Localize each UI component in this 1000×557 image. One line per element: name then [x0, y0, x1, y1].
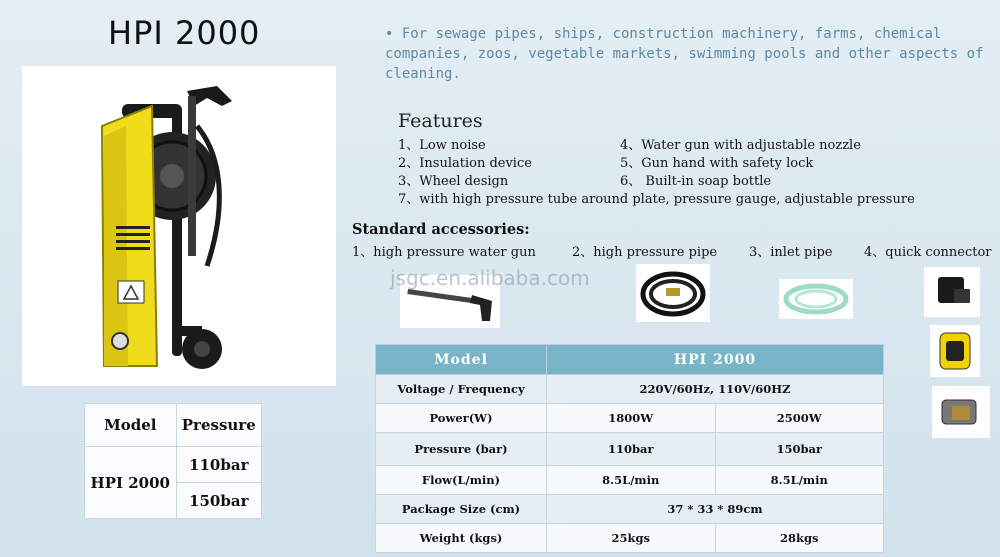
inlet-pipe-image	[779, 279, 853, 319]
table-row	[376, 524, 884, 553]
connector-image-2	[930, 325, 980, 377]
pressure-pipe-image	[636, 264, 710, 322]
table-row	[376, 433, 884, 466]
row-label: Pressure (bar)	[376, 433, 547, 466]
row-value: 37 * 33 * 89cm	[547, 495, 884, 524]
row-value: 150bar	[715, 433, 884, 466]
feature-item: 3、Wheel design	[398, 174, 509, 189]
row-label: Voltage / Frequency	[376, 375, 547, 404]
column-header: Pressure	[176, 404, 261, 447]
row-label: Power(W)	[376, 404, 547, 433]
model-cell: HPI 2000	[85, 447, 177, 519]
column-header: HPI 2000	[547, 345, 884, 375]
feature-item: 2、Insulation device	[398, 156, 532, 171]
product-description: • For sewage pipes, ships, construction machinery, farms, chemical companies, zoos, vegetable markets, swimming pools and other aspects of cleaning.	[385, 26, 984, 82]
brass-connector-icon	[932, 386, 990, 438]
connector-image-1	[924, 267, 980, 317]
spec-table	[375, 344, 884, 553]
feature-item: 5、Gun hand with safety lock	[620, 156, 814, 171]
row-value: 110bar	[547, 433, 716, 466]
column-header: Model	[85, 404, 177, 447]
accessories-heading: Standard accessories:	[352, 221, 530, 238]
hose-coil-icon	[636, 264, 710, 322]
pressure-table	[84, 403, 262, 519]
table-row	[376, 466, 884, 495]
feature-item: 7、with high pressure tube around plate, pressure gauge, adjustable pressure	[398, 192, 915, 207]
table-row	[376, 404, 884, 433]
accessory-label: 4、quick connector	[864, 245, 992, 260]
row-label: Weight (kgs)	[376, 524, 547, 553]
watermark: jsgc.en.alibaba.com	[390, 266, 590, 290]
page-title: HPI 2000	[108, 14, 261, 52]
pressure-cell: 110bar	[176, 447, 261, 483]
row-label: Flow(L/min)	[376, 466, 547, 495]
feature-item: 6、 Built-in soap bottle	[620, 174, 772, 189]
feature-item: 1、Low noise	[398, 138, 486, 153]
table-row	[376, 375, 884, 404]
pressure-washer-illustration	[22, 66, 336, 386]
row-label: Package Size (cm)	[376, 495, 547, 524]
row-value: 25kgs	[547, 524, 716, 553]
accessory-label: 2、high pressure pipe	[572, 245, 718, 260]
accessory-label: 3、inlet pipe	[749, 245, 833, 260]
row-value: 8.5L/min	[547, 466, 716, 495]
connector-image-3	[932, 386, 990, 438]
row-value: 2500W	[715, 404, 884, 433]
column-header: Model	[376, 345, 547, 375]
row-value: 28kgs	[715, 524, 884, 553]
table-row	[376, 495, 884, 524]
accessory-label: 1、high pressure water gun	[352, 245, 536, 260]
row-value: 8.5L/min	[715, 466, 884, 495]
quick-connector-icon	[930, 325, 980, 377]
product-photo	[22, 66, 336, 386]
features-heading: Features	[398, 110, 483, 132]
feature-item: 4、Water gun with adjustable nozzle	[620, 138, 861, 153]
quick-connector-icon	[924, 267, 980, 317]
inlet-hose-icon	[779, 279, 853, 319]
row-value: 1800W	[547, 404, 716, 433]
pressure-cell: 150bar	[176, 483, 261, 519]
row-value: 220V/60Hz, 110V/60HZ	[547, 375, 884, 404]
